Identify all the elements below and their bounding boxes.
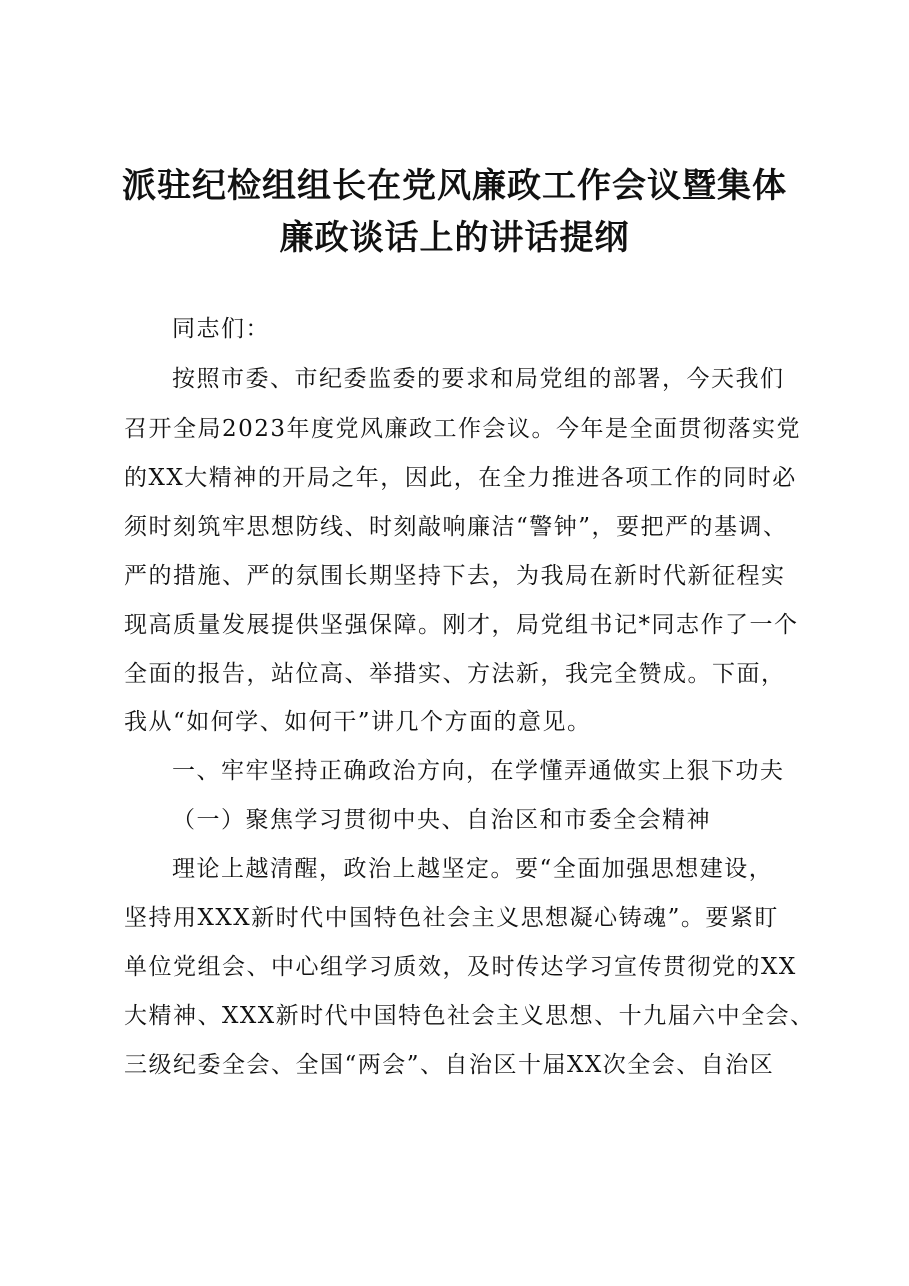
paragraph-line: 大精神、XXX新时代中国特色社会主义思想、十九届六中全会、	[124, 1003, 815, 1029]
paragraph-line: 坚持用XXX新时代中国特色社会主义思想凝心铸魂”。要紧盯	[124, 905, 779, 931]
paragraph-line: 严的措施、严的氛围长期坚持下去，为我局在新时代新征程实	[124, 563, 786, 589]
paragraph-line: 召开全局2023年度党风廉政工作会议。今年是全面贯彻落实党	[124, 416, 802, 442]
paragraph-line: 按照市委、市纪委监委的要求和局党组的部署，今天我们	[172, 366, 785, 392]
salutation: 同志们：	[172, 316, 270, 342]
paragraph-line: 现高质量发展提供坚强保障。刚才，局党组书记*同志作了一个	[124, 612, 799, 638]
paragraph-line: 我从“如何学、如何干”讲几个方面的意见。	[124, 709, 592, 735]
paragraph-line: 的XX大精神的开局之年，因此，在全力推进各项工作的同时必	[124, 465, 797, 491]
subsection-heading: （一）聚焦学习贯彻中央、自治区和市委全会精神	[172, 807, 711, 833]
title-line: 派驻纪检组组长在党风廉政工作会议暨集体	[122, 166, 787, 206]
paragraph-line: 单位党组会、中心组学习质效，及时传达学习宣传贯彻党的XX	[124, 954, 797, 980]
document-title	[0, 160, 909, 264]
paragraph-line: 须时刻筑牢思想防线、时刻敲响廉洁“警钟”，要把严的基调、	[124, 514, 788, 540]
paragraph-line: 理论上越清醒，政治上越坚定。要“全面加强思想建设，	[172, 856, 774, 882]
title-line: 廉政谈话上的讲话提纲	[279, 218, 630, 258]
section-heading: 一、牢牢坚持正确政治方向，在学懂弄通做实上狠下功夫	[172, 758, 785, 784]
paragraph-line: 三级纪委全会、全国“两会”、自治区十届XX次全会、自治区	[124, 1052, 775, 1078]
paragraph-line: 全面的报告，站位高、举措实、方法新，我完全赞成。下面，	[124, 661, 786, 687]
